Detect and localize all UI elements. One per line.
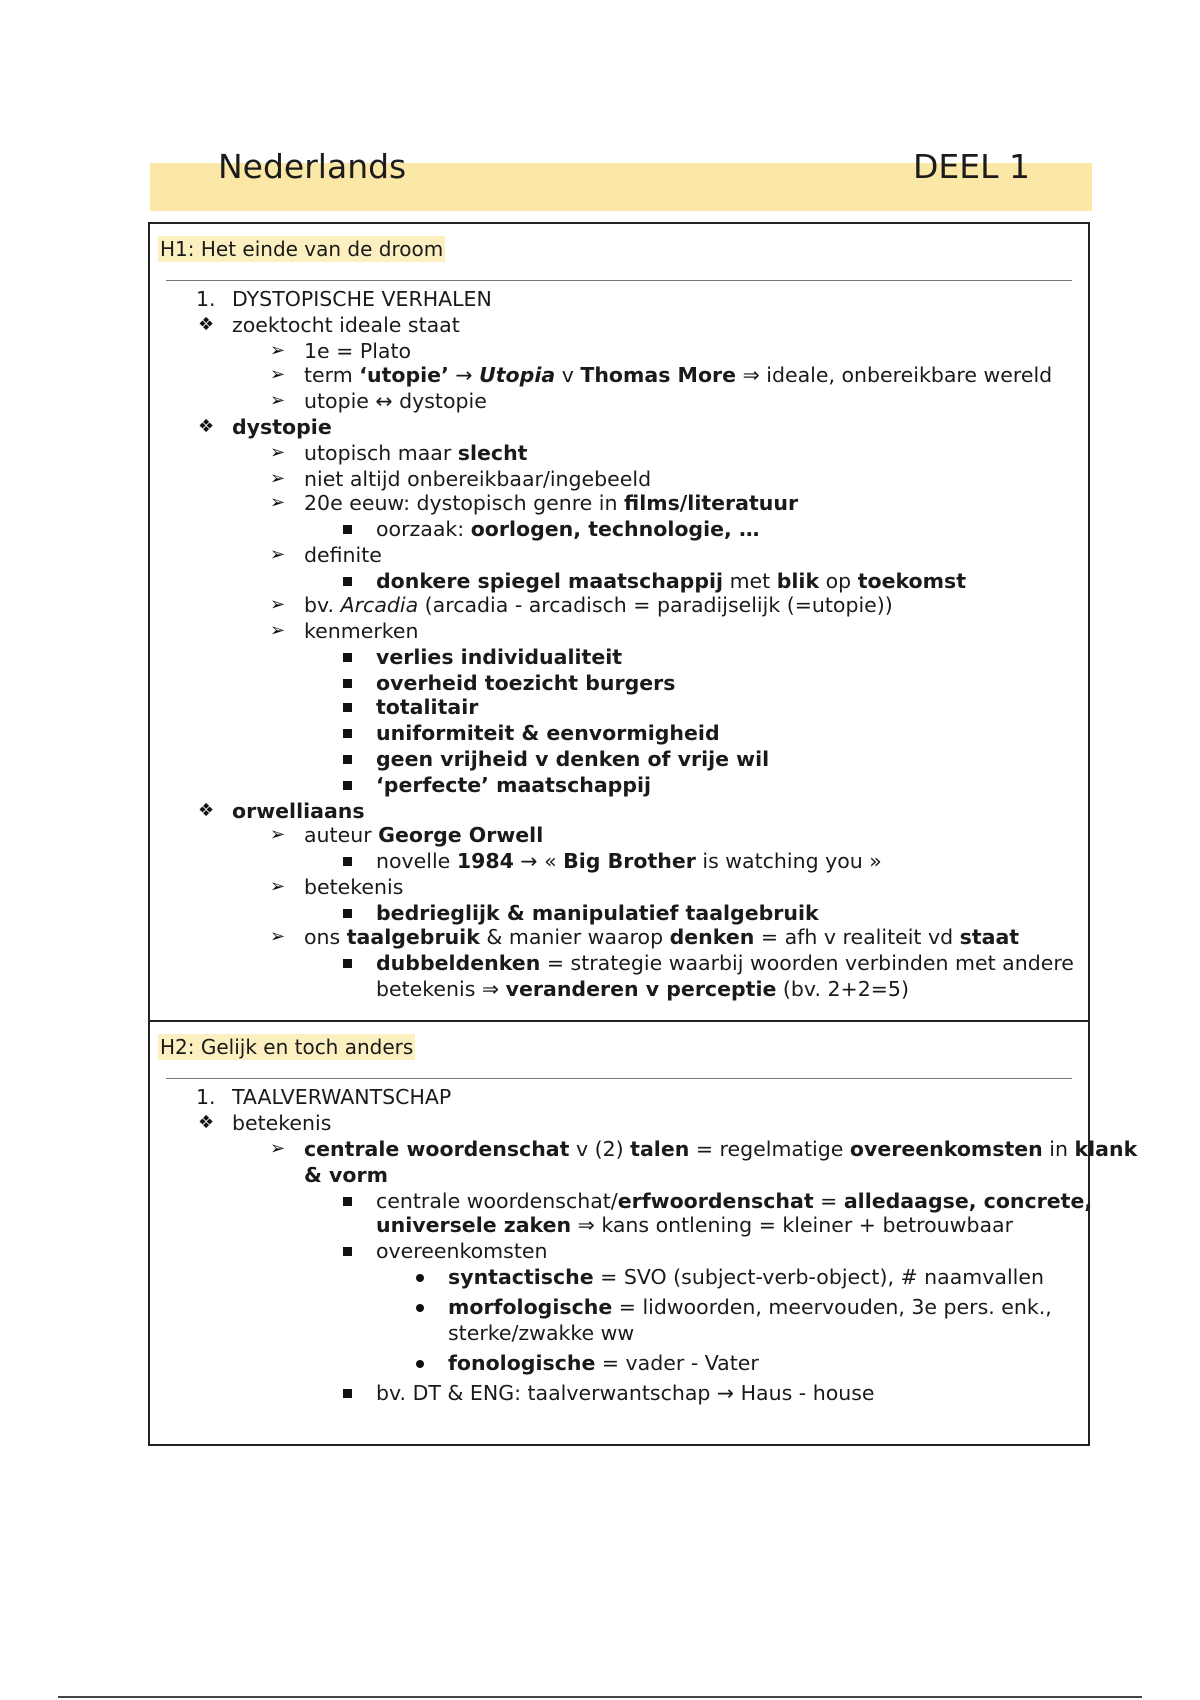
square-bullet-icon <box>343 1247 352 1256</box>
round-bullet-icon <box>416 1304 424 1312</box>
arrow-bullet-icon: ➢ <box>270 876 286 897</box>
list-item: geen vrijheid v denken of vrije wil <box>376 747 770 771</box>
square-bullet-icon <box>343 959 352 968</box>
list-item: overheid toezicht burgers <box>376 671 676 695</box>
square-bullet-icon <box>343 653 352 662</box>
list-item: totalitair <box>376 695 479 719</box>
round-bullet-icon <box>416 1360 424 1368</box>
list-item: bv. DT & ENG: taalverwantschap → Haus - house <box>376 1381 875 1405</box>
list-item: orwelliaans <box>232 799 365 823</box>
square-bullet-icon <box>343 781 352 790</box>
arrow-bullet-icon: ➢ <box>270 1138 286 1159</box>
arrow-bullet-icon: ➢ <box>270 340 286 361</box>
list-item: bv. Arcadia (arcadia - arcadisch = paradijselijk (=utopie)) <box>304 593 893 617</box>
list-item: betekenis <box>232 1111 332 1135</box>
square-bullet-icon <box>343 755 352 764</box>
diamond-bullet-icon: ❖ <box>198 416 215 437</box>
list-item: niet altijd onbereikbaar/ingebeeld <box>304 467 652 491</box>
square-bullet-icon <box>343 729 352 738</box>
list-item: term ‘utopie’ → Utopia v Thomas More ⇒ ideale, onbereikbare wereld <box>304 363 1053 387</box>
list-item: donkere spiegel maatschappij met blik op toekomst <box>376 569 967 593</box>
list-item: kenmerken <box>304 619 419 643</box>
list-item-continuation: universele zaken ⇒ kans ontlening = kleiner + betrouwbaar <box>376 1213 1014 1237</box>
list-item: oorzaak: oorlogen, technologie, … <box>376 517 760 541</box>
section-title: H2: Gelijk en toch anders <box>160 1035 414 1059</box>
list-item: ons taalgebruik & manier waarop denken = afh v realiteit vd staat <box>304 925 1020 949</box>
list-number: 1. <box>196 287 216 311</box>
arrow-bullet-icon: ➢ <box>270 468 286 489</box>
list-item-continuation: betekenis ⇒ veranderen v perceptie (bv. 2+2=5) <box>376 977 909 1001</box>
divider <box>166 280 1072 281</box>
arrow-bullet-icon: ➢ <box>270 620 286 641</box>
divider <box>166 1078 1072 1079</box>
arrow-bullet-icon: ➢ <box>270 442 286 463</box>
list-item: syntactische = SVO (subject-verb-object), # naamvallen <box>448 1265 1044 1289</box>
list-item: utopisch maar slecht <box>304 441 528 465</box>
heading-item: TAALVERWANTSCHAP <box>232 1085 452 1109</box>
square-bullet-icon <box>343 679 352 688</box>
arrow-bullet-icon: ➢ <box>270 926 286 947</box>
arrow-bullet-icon: ➢ <box>270 824 286 845</box>
subject-title: Nederlands <box>218 147 407 186</box>
list-item: definite <box>304 543 382 567</box>
square-bullet-icon <box>343 525 352 534</box>
section-title: H1: Het einde van de droom <box>160 237 444 261</box>
square-bullet-icon <box>343 1389 352 1398</box>
list-number: 1. <box>196 1085 216 1109</box>
section-h2 <box>148 1020 1138 1446</box>
list-item: verlies individualiteit <box>376 645 623 669</box>
part-title: DEEL 1 <box>913 147 1030 186</box>
list-item: utopie ↔ dystopie <box>304 389 487 413</box>
list-item: auteur George Orwell <box>304 823 544 847</box>
square-bullet-icon <box>343 577 352 586</box>
list-item: 20e eeuw: dystopisch genre in films/literatuur <box>304 491 799 515</box>
square-bullet-icon <box>343 909 352 918</box>
diamond-bullet-icon: ❖ <box>198 314 215 335</box>
square-bullet-icon <box>343 1197 352 1206</box>
square-bullet-icon <box>343 857 352 866</box>
heading-item: DYSTOPISCHE VERHALEN <box>232 287 492 311</box>
list-item: morfologische = lidwoorden, meervouden, 3e pers. enk., <box>448 1295 1052 1319</box>
list-item: uniformiteit & eenvormigheid <box>376 721 720 745</box>
section-h1 <box>148 222 1090 1022</box>
list-item: dubbeldenken = strategie waarbij woorden verbinden met andere <box>376 951 1074 975</box>
list-item: zoektocht ideale staat <box>232 313 460 337</box>
list-item: centrale woordenschat v (2) talen = regelmatige overeenkomsten in klank <box>304 1137 1138 1161</box>
arrow-bullet-icon: ➢ <box>270 492 286 513</box>
square-bullet-icon <box>343 703 352 712</box>
page-bottom-rule <box>58 1696 1142 1698</box>
list-item: dystopie <box>232 415 332 439</box>
arrow-bullet-icon: ➢ <box>270 594 286 615</box>
list-item: overeenkomsten <box>376 1239 548 1263</box>
list-item: 1e = Plato <box>304 339 412 363</box>
diamond-bullet-icon: ❖ <box>198 1112 215 1133</box>
list-item: fonologische = vader - Vater <box>448 1351 759 1375</box>
arrow-bullet-icon: ➢ <box>270 364 286 385</box>
round-bullet-icon <box>416 1274 424 1282</box>
diamond-bullet-icon: ❖ <box>198 800 215 821</box>
list-item: novelle 1984 → « Big Brother is watching you » <box>376 849 882 873</box>
list-item: ‘perfecte’ maatschappij <box>376 773 652 797</box>
list-item-continuation: sterke/zwakke ww <box>448 1321 635 1345</box>
list-item: betekenis <box>304 875 404 899</box>
list-item: centrale woordenschat/erfwoordenschat = alledaagse, concrete, <box>376 1189 1093 1213</box>
list-item-continuation: & vorm <box>304 1163 388 1187</box>
list-item: bedrieglijk & manipulatief taalgebruik <box>376 901 819 925</box>
arrow-bullet-icon: ➢ <box>270 544 286 565</box>
arrow-bullet-icon: ➢ <box>270 390 286 411</box>
